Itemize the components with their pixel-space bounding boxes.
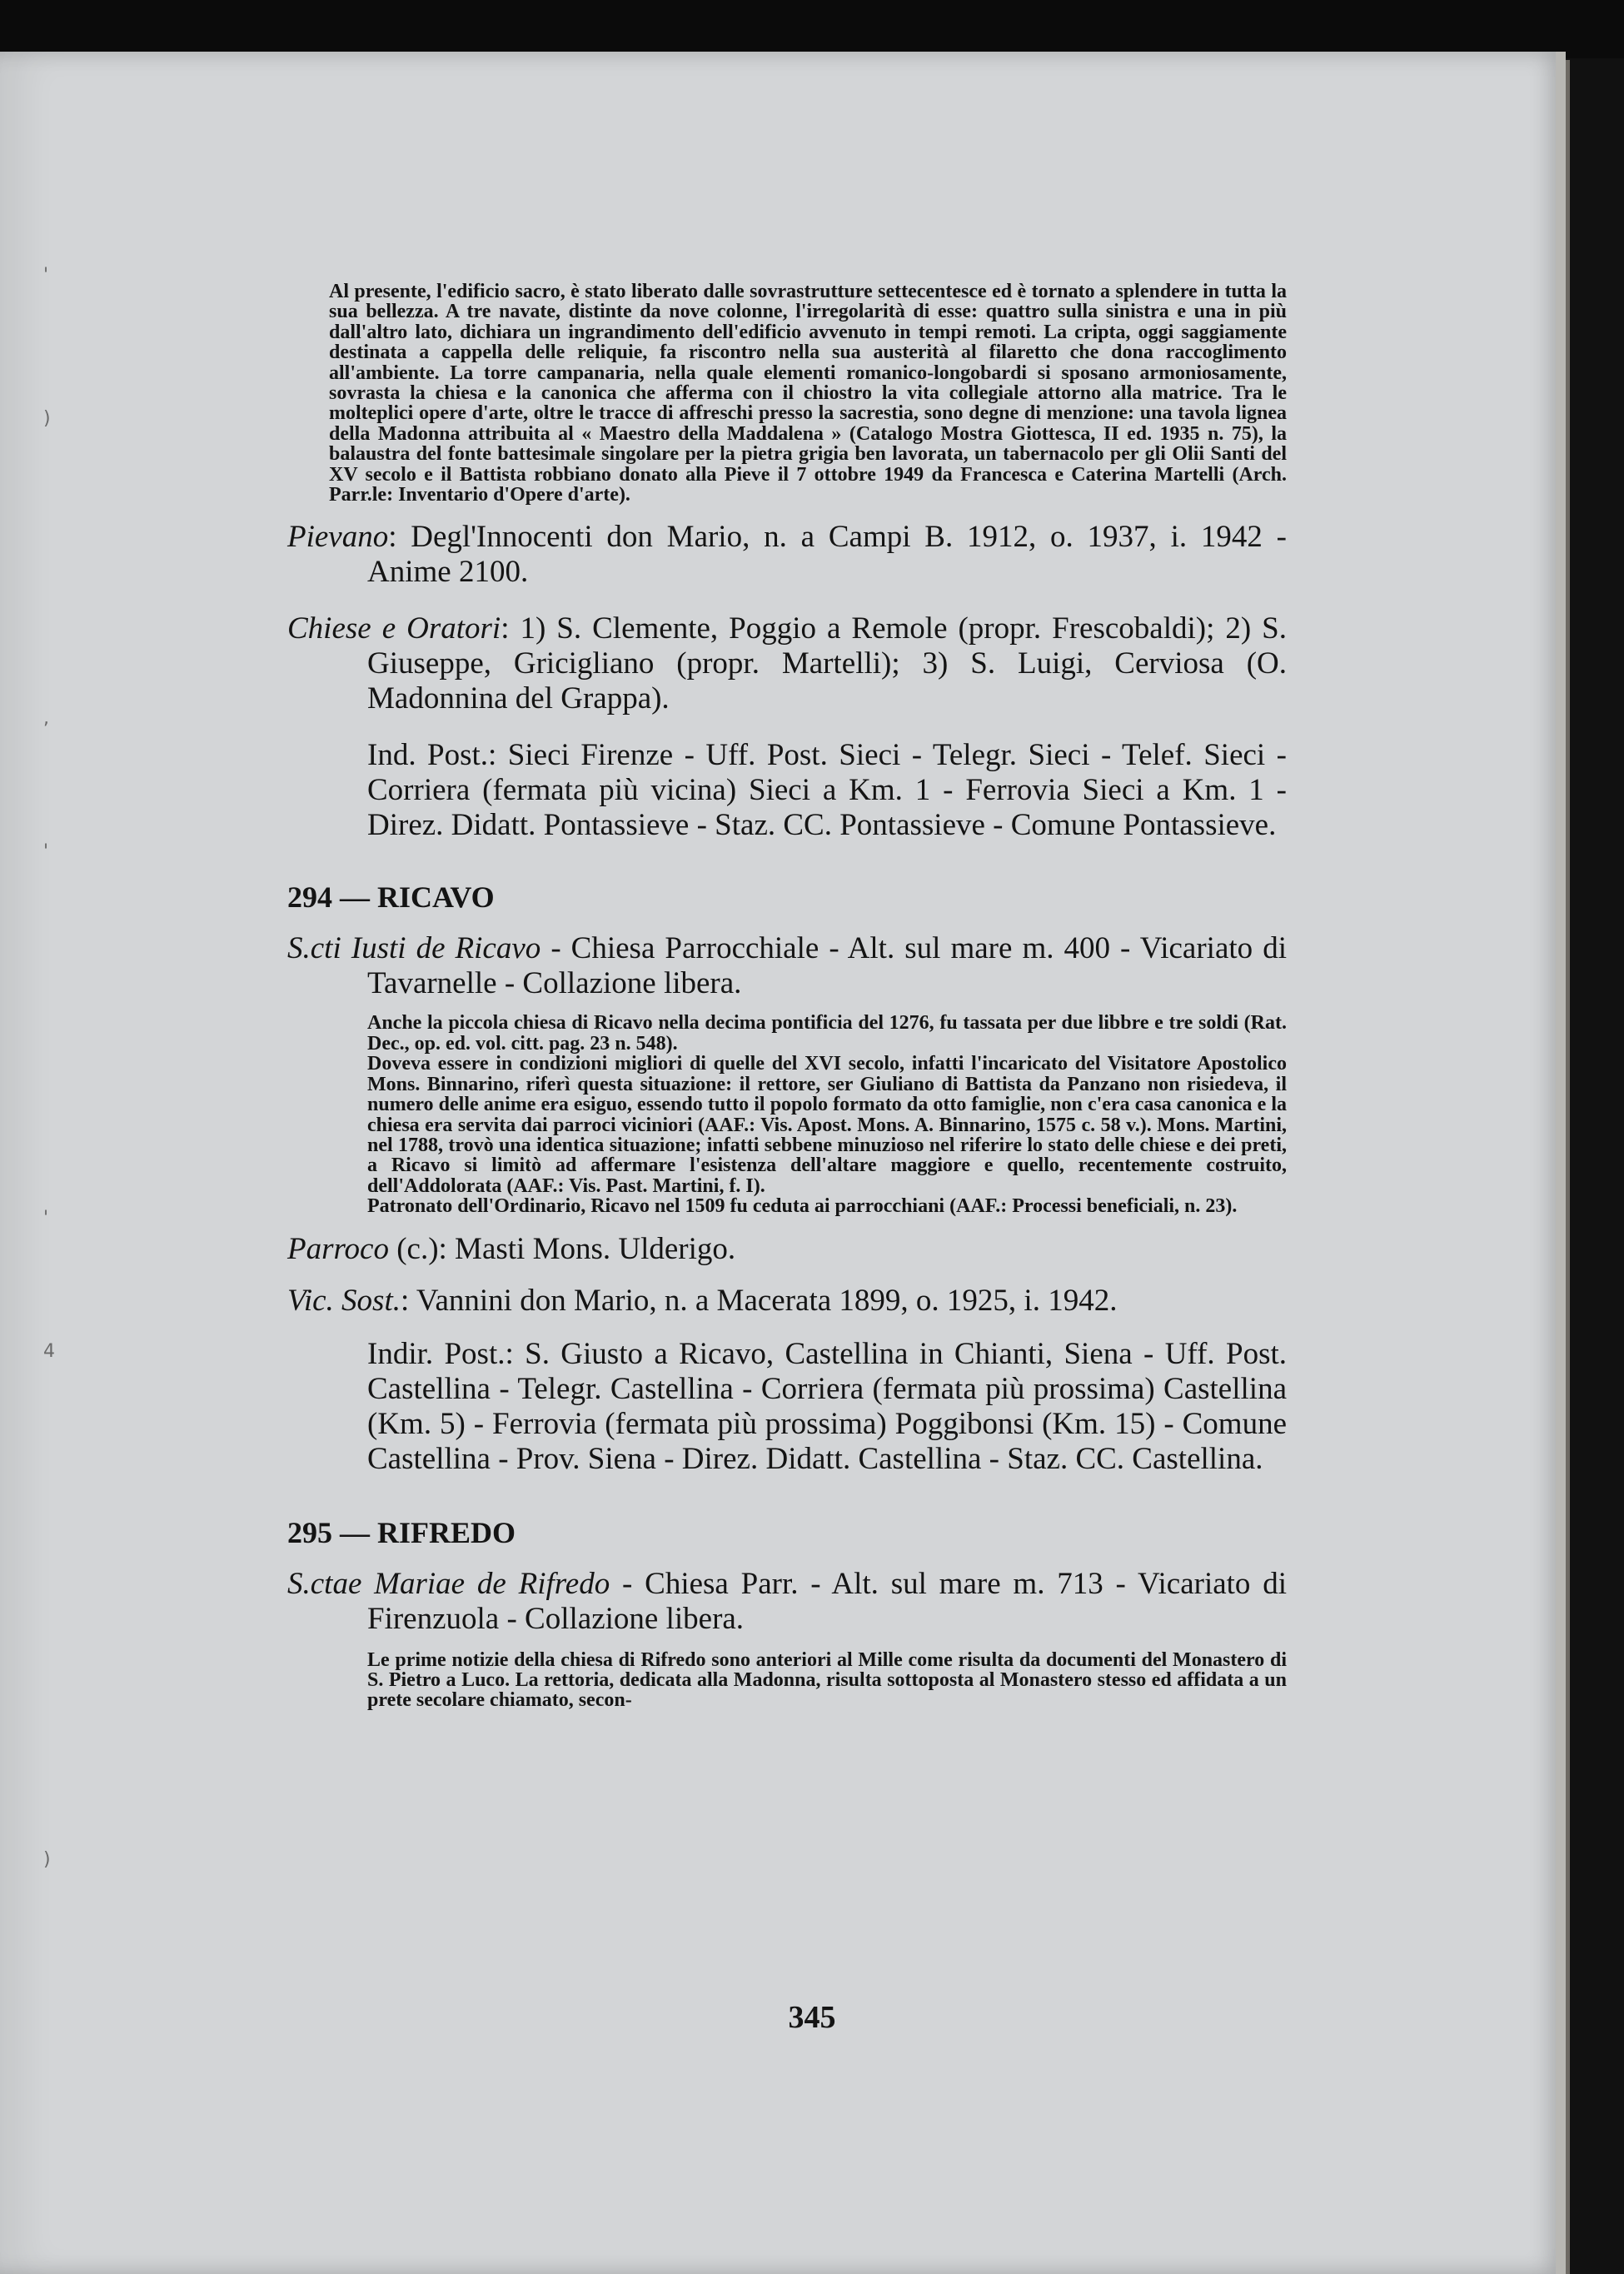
binding-hole-mark: ' [43,1208,49,1229]
binding-hole-mark: ) [43,1849,51,1870]
parroco-entry [287,1232,1287,1267]
rifredo-note: Le prime notizie della chiesa di Rifredo sono anteriori al Mille come risulta da documenti del Monastero di S. Pietro a Luco. La rettoria, dedicata alla Madonna, risulta sottoposta al Monastero stesso ed affidata a un prete secolare chiamato, secon- [367,1648,1287,1712]
rifredo-title-label: S.ctae Mariae de Rifredo [287,1566,610,1601]
ricavo-note: Anche la piccola chiesa di Ricavo nella decima pontificia del 1276, fu tassata per due libbre e tre soldi (Rat. Dec., op. ed. vol. citt. pag. 23 n. 548). [367,1012,1287,1055]
ind-post-block: Ind. Post.: Sieci Firenze - Uff. Post. Sieci - Telegr. Sieci - Telef. Sieci - Corriera (fermata più vicina) Sieci a Km. 1 - Ferrovia Sieci a Km. 1 - Direz. Didatt. Pontassieve - Staz. CC. Pontassieve - Comune Pontassieve. [367,738,1287,843]
pievano-text: : Degl'Innocenti don Mario, n. a Campi B. 1912, o. 1937, i. 1942 - Anime 2100. [367,520,1287,590]
binding-hole-mark: ) [43,408,51,429]
ricavo-note: Patronato dell'Ordinario, Ricavo nel 1509 fu ceduta ai parrocchiani (AAF.: Processi beneficiali, n. 23). [367,1195,1238,1218]
chiese-label: Chiese e Oratori [287,611,501,646]
pievano-label: Pievano [287,520,389,555]
section-heading-294: 294 — RICAVO [287,880,495,915]
vic-sost-entry [287,1284,1287,1319]
section-heading-295: 295 — RIFREDO [287,1515,516,1549]
chiese-entry [287,611,1287,716]
ricavo-title [287,931,1287,1001]
rifredo-notes [287,1650,1287,1711]
binding-hole-mark: ' [43,265,49,286]
page-edge [1556,52,1566,2274]
indir-post-block: Indir. Post.: S. Giusto a Ricavo, Castellina in Chianti, Siena - Uff. Post. Castellina - Telegr. Castellina - Corriera (fermata più prossima) Castellina (Km. 5) - Ferrovia (fermata più prossima) Poggibonsi (Km. 15) - Comune Castellina - Prov. Siena - Direz. Didatt. Castellina - Staz. CC. Castellina. [367,1336,1287,1476]
rifredo-title [287,1567,1287,1637]
binding-hole-mark: ' [43,841,49,862]
pievano-entry [287,520,1287,590]
parroco-text: (c.): Masti Mons. Ulderigo. [388,1231,736,1266]
rifredo-title-text: - Chiesa Parr. - Alt. sul mare m. 713 - Vicariato di Firenzuola - Collazione libera. [367,1566,1288,1636]
page-number: 345 [788,2000,836,2035]
page-content [287,282,1287,1711]
parroco-label: Parroco [287,1231,389,1266]
vic-sost-label: Vic. Sost. [287,1283,401,1318]
ricavo-title-text: - Chiesa Parrocchiale - Alt. sul mare m. 400 - Vicariato di Tavarnelle - Collazione libera. [367,931,1287,1001]
vic-sost-text: : Vannini don Mario, n. a Macerata 1899, o. 1925, i. 1942. [401,1283,1118,1318]
binding-hole-mark: 4 [43,1341,55,1362]
ricavo-notes [287,1013,1287,1216]
scan-background [0,0,1624,58]
binding-hole-mark: , [43,708,49,729]
ricavo-note: Doveva essere in condizioni migliori di quelle del XVI secolo, infatti l'incaricato del Visitatore Apostolico Mons. Binnarino, riferì questa situazione: il rettore, ser Giuliano di Battista da Panzano non risiedeva, il numero delle anime era esiguo, essendo tutto il popolo formato da otto famiglie, non c'era casa canonica e la chiesa era servita dai parroci viciniori (AAF.: Vis. Apost. Mons. A. Binnarino, 1575 c. 58 v.). Mons. Martini, nel 1788, trovò una identica situazione; infatti sebbene minuzioso nel riferire lo stato delle chiese e dei preti, a Ricavo si limitò ad affermare l'esistenza dell'altare maggiore e quello, recentemente costruito, dell'Addolorata (AAF.: Vis. Past. Martini, f. I). [367,1053,1287,1197]
intro-paragraph: Al presente, l'edificio sacro, è stato liberato dalle sovrastrutture settecentesce ed è tornato a splendere in tutta la sua bellezza. A tre navate, distinte da nove colonne, l'irregolarità di esse: quattro sulla sinistra e una in più dall'altro lato, dichiara un ingrandimento dell'edificio avvenuto in tempi remoti. La cripta, oggi saggiamente destinata a cappella delle reliquie, fa riscontro nella sua austerità al filaretto che dona raccoglimento all'ambiente. La torre campanaria, nella quale elementi romanico-longobardi si sposano armoniosamente, sovrasta la chiesa e la canonica che afferma con il chiostro la vita collegiale attorno alla matrice. Tra le molteplici opere d'arte, oltre le tracce di affreschi presso la sacrestia, sono degne di menzione: una tavola lignea della Madonna attribuita al « Maestro della Maddalena » (Catalogo Mostra Giottesca, II ed. 1935 n. 75), la balaustra del fonte battesimale singolare per la pietra grigia ben lavorata, un tabernacolo per gli Olii Santi del XV secolo e il Battista robbiano donato alla Pieve il 7 ottobre 1949 da Francesca e Caterina Martelli (Arch. Parr.le: Inventario d'Opere d'arte). [329,281,1287,506]
ricavo-title-label: S.cti Iusti de Ricavo [287,931,541,966]
chiese-text: : 1) S. Clemente, Poggio a Remole (propr. Frescobaldi); 2) S. Giuseppe, Gricigliano (propr. Martelli); 3) S. Luigi, Cerviosa (O. Madonnina del Grappa). [367,611,1288,716]
